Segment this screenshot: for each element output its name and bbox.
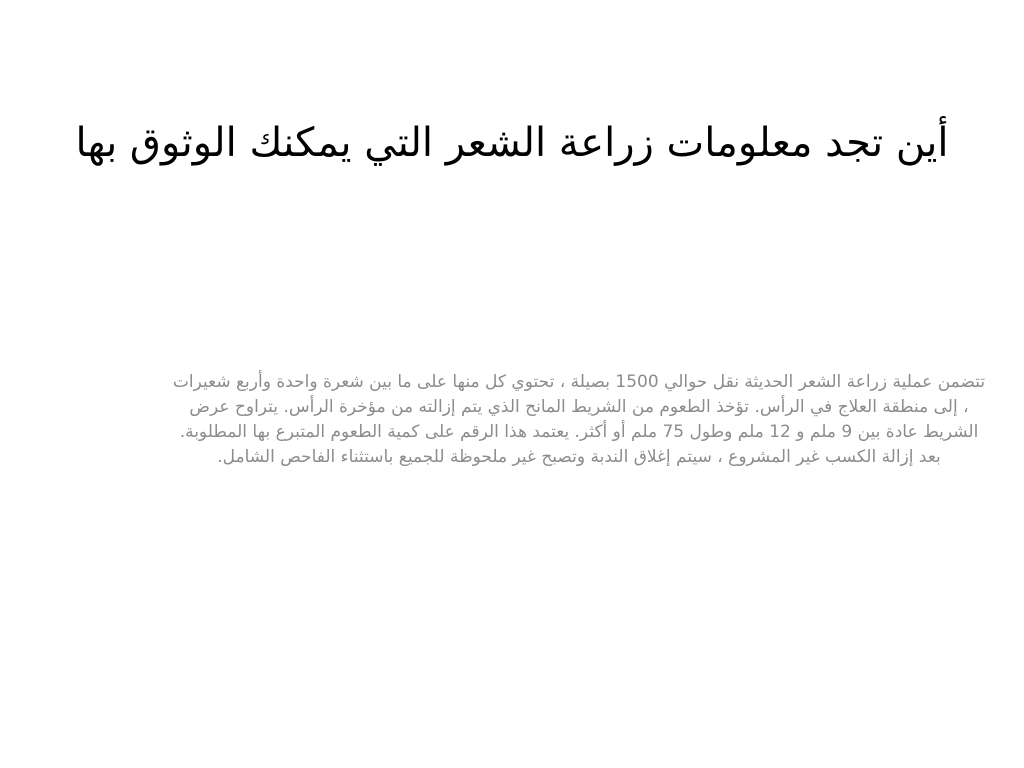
slide-body-text: تتضمن عملية زراعة الشعر الحديثة نقل حوالي 1500 بصيلة ، تحتوي كل منها على ما بين شعرة واحدة وأربع شعيرات ، إلى منطقة العلاج في الرأس. تؤخذ الطعوم من الشريط المانح الذي يتم إزالته من مؤخرة الرأس. يتراوح عرض الشريط عادة بين 9 ملم و 12 ملم وطول 75 ملم أو أكثر. يعتمد هذا الرقم على كمية الطعوم المتبرع بها المطلوبة. بعد إزالة الكسب غير المشروع ، سيتم إغلاق الندبة وتصبح غير ملحوظة للجميع باستثناء الفاحص الشامل. bbox=[172, 372, 986, 467]
slide-title: أين تجد معلومات زراعة الشعر التي يمكنك الوثوق بها bbox=[75, 120, 949, 166]
